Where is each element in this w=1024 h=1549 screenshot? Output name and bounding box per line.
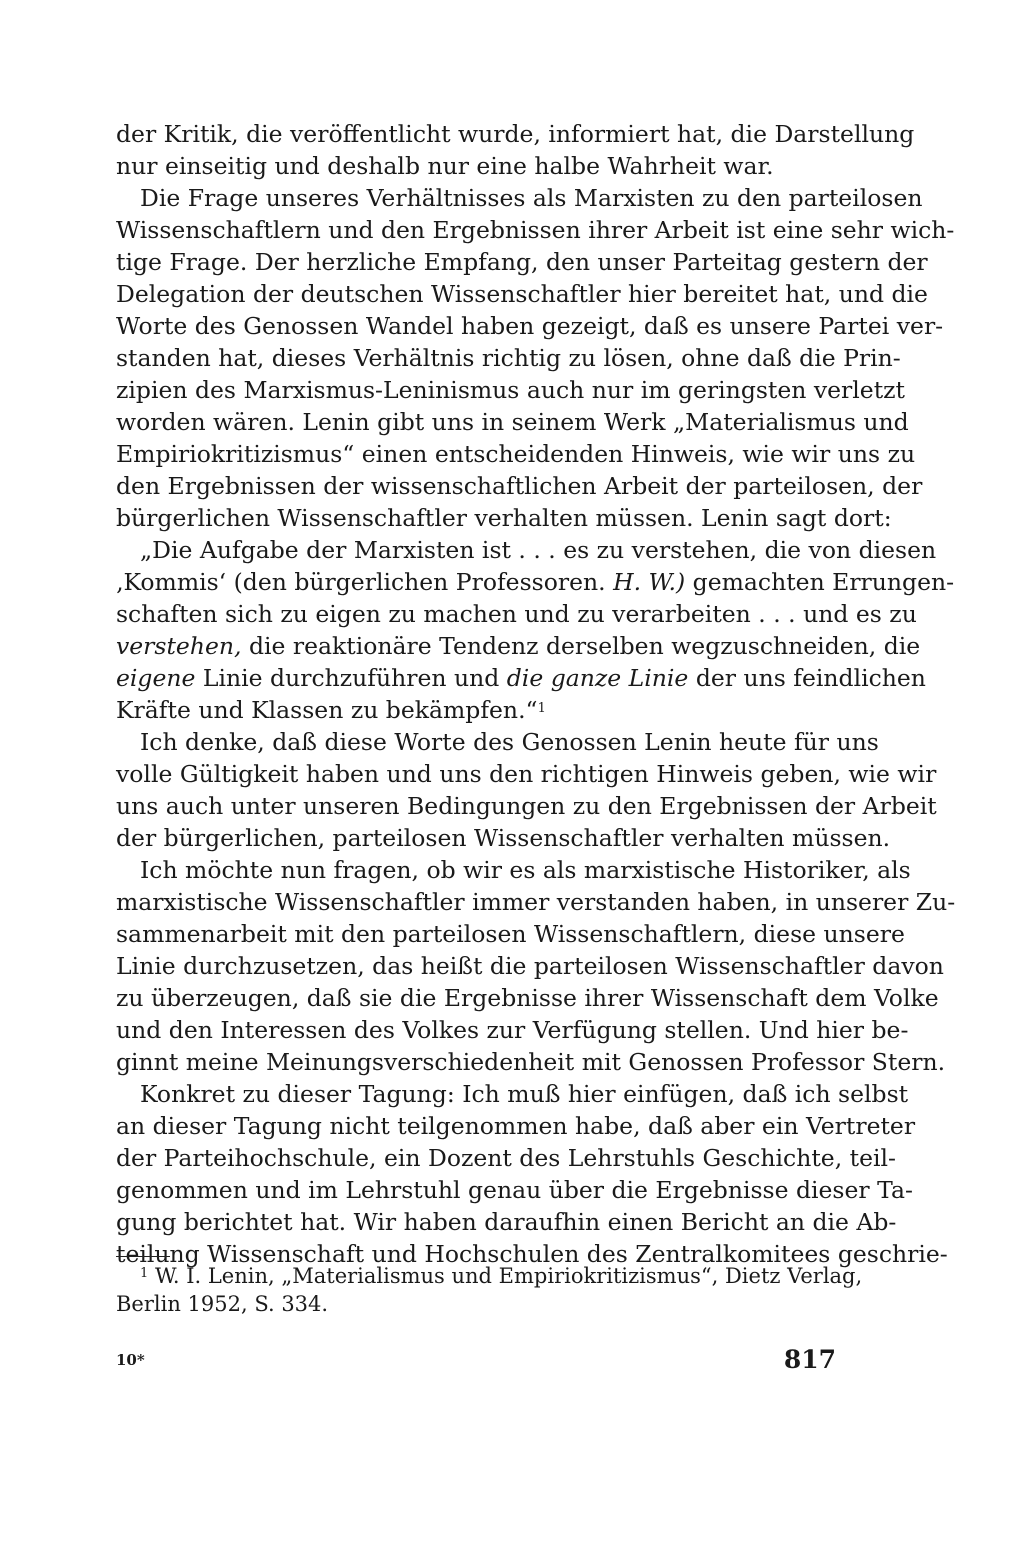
text-line: der Kritik, die veröffentlicht wurde, informiert hat, die Darstellung <box>116 120 915 148</box>
footnote-rule <box>116 1256 170 1257</box>
text-line: Die Frage unseres Verhältnisses als Marxisten zu den parteilosen <box>140 184 923 212</box>
text-line: ginnt meine Meinungsverschiedenheit mit Genossen Professor Stern. <box>116 1048 946 1076</box>
text-line: an dieser Tagung nicht teilgenommen habe, daß aber ein Vertreter <box>116 1112 916 1140</box>
text-line: Worte des Genossen Wandel haben gezeigt, daß es unsere Partei ver- <box>116 312 944 340</box>
page-number: 817 <box>783 1345 836 1374</box>
text-line: sammenarbeit mit den parteilosen Wissenschaftlern, diese unsere <box>116 920 905 948</box>
text-line: nur einseitig und deshalb nur eine halbe Wahrheit war. <box>116 152 774 180</box>
text-line: bürgerlichen Wissenschaftler verhalten müssen. Lenin sagt dort: <box>116 504 892 532</box>
text-line: Konkret zu dieser Tagung: Ich muß hier einfügen, daß ich selbst <box>140 1080 909 1108</box>
text-line: gung berichtet hat. Wir haben daraufhin einen Bericht an die Ab- <box>116 1208 897 1236</box>
text-line: und den Interessen des Volkes zur Verfügung stellen. Und hier be- <box>116 1016 909 1044</box>
text-line: volle Gültigkeit haben und uns den richtigen Hinweis geben, wie wir <box>116 760 937 788</box>
quote-line: „Die Aufgabe der Marxisten ist . . . es zu verstehen, die von diesen <box>140 536 937 564</box>
text-line: standen hat, dieses Verhältnis richtig zu lösen, ohne daß die Prin- <box>116 344 901 372</box>
text-line: Empiriokritizismus“ einen entscheidenden Hinweis, wie wir uns zu <box>116 440 916 468</box>
page <box>116 0 956 1549</box>
footnote-marker: 1 <box>140 1266 149 1281</box>
text-line: Linie durchzusetzen, das heißt die parteilosen Wissenschaftler davon <box>116 952 944 980</box>
footnote-reference: 1 <box>537 701 546 716</box>
text-line: genommen und im Lehrstuhl genau über die Ergebnisse dieser Ta- <box>116 1176 913 1204</box>
text-line: marxistische Wissenschaftler immer verstanden haben, in unserer Zu- <box>116 888 956 916</box>
text-line: zu überzeugen, daß sie die Ergebnisse ihrer Wissenschaft dem Volke <box>116 984 939 1012</box>
text-line: teilung Wissenschaft und Hochschulen des Zentralkomitees geschrie- <box>116 1240 948 1268</box>
quote-line: Kräfte und Klassen zu bekämpfen.“$^1$ <box>116 696 546 724</box>
text-line: Ich möchte nun fragen, ob wir es als marxistische Historiker, als <box>140 856 911 884</box>
footnote-line: $^1$ W. I. Lenin, „Materialismus und Empiriokritizismus“, Dietz Verlag, <box>140 1264 863 1288</box>
text-line: worden wären. Lenin gibt uns in seinem Werk „Materialismus und <box>116 408 909 436</box>
quote-line: schaften sich zu eigen zu machen und zu verarbeiten . . . und es zu <box>116 600 917 628</box>
text-line: den Ergebnissen der wissenschaftlichen Arbeit der parteilosen, der <box>116 472 923 500</box>
text-line: tige Frage. Der herzliche Empfang, den unser Parteitag gestern der <box>116 248 928 276</box>
text-line: Ich denke, daß diese Worte des Genossen Lenin heute für uns <box>140 728 879 756</box>
text-line: der Parteihochschule, ein Dozent des Lehrstuhls Geschichte, teil- <box>116 1144 896 1172</box>
quote-line: verstehen, die reaktionäre Tendenz derselben wegzuschneiden, die <box>116 632 921 660</box>
text-line: der bürgerlichen, parteilosen Wissenschaftler verhalten müssen. <box>116 824 891 852</box>
footnote-line: Berlin 1952, S. 334. <box>116 1292 329 1316</box>
quote-line: ‚Kommis‘ (den bürgerlichen Professoren. H. W.) gemachten Errungen- <box>116 568 955 596</box>
signature-mark: 10* <box>116 1351 145 1369</box>
text-line: Delegation der deutschen Wissenschaftler hier bereitet hat, und die <box>116 280 928 308</box>
text-line: zipien des Marxismus-Leninismus auch nur im geringsten verletzt <box>116 376 905 404</box>
text-line: uns auch unter unseren Bedingungen zu den Ergebnissen der Arbeit <box>116 792 937 820</box>
text-line: Wissenschaftlern und den Ergebnissen ihrer Arbeit ist eine sehr wich- <box>116 216 955 244</box>
quote-line: eigene Linie durchzuführen und die ganze Linie der uns feindlichen <box>116 664 926 692</box>
